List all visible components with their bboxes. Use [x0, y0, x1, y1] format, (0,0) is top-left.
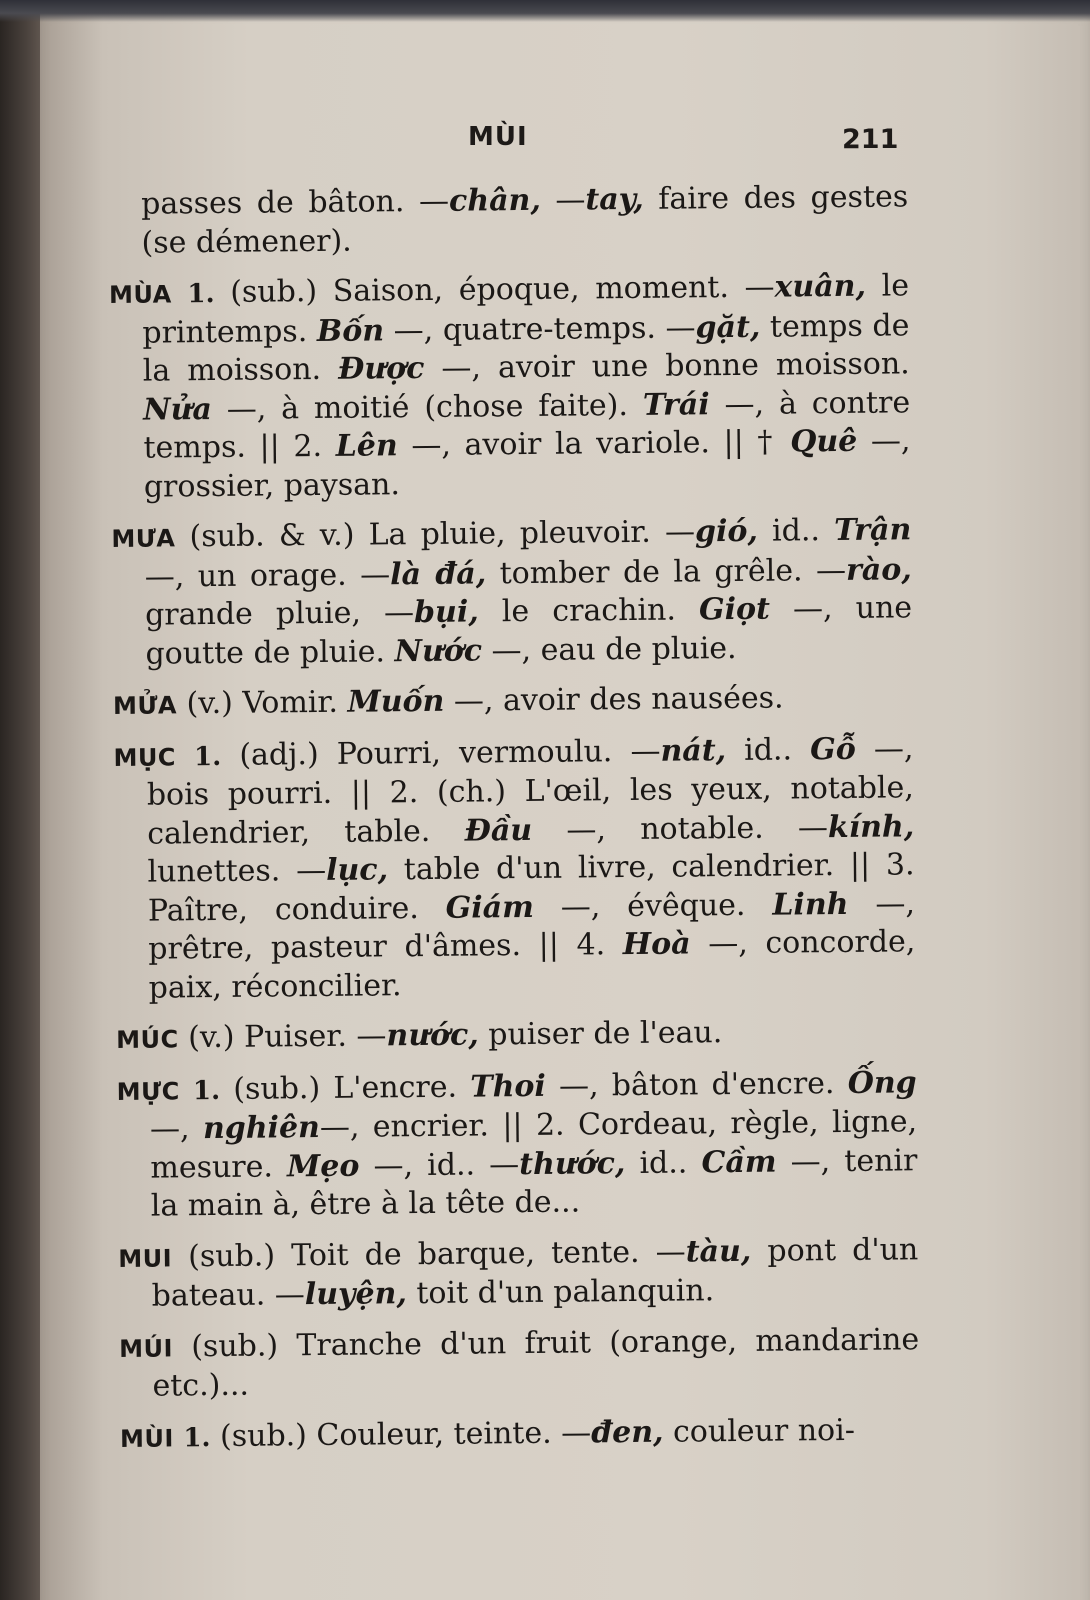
headword: MÙA [108, 280, 172, 309]
entry-text: —, avoir la variole. || † [397, 424, 791, 464]
vietnamese-term: nước, [386, 1017, 479, 1054]
entry-text: —, tenir la main à, être à la tête de... [150, 1142, 918, 1224]
vietnamese-term: Được [337, 350, 425, 387]
headword: MÚI [119, 1333, 174, 1363]
headword: MUI [118, 1243, 173, 1273]
entry-text: —, eau de pluie. [481, 630, 737, 668]
entry-mua [109, 267, 911, 507]
entry-text: —, [149, 1111, 204, 1147]
vietnamese-term: nát, [660, 732, 727, 769]
vietnamese-term: Bốn [316, 312, 385, 349]
entry-text: le printemps. [142, 268, 910, 351]
entry-text: pont d'un bateau. — [151, 1231, 919, 1314]
vietnamese-term: Nước [394, 632, 483, 669]
vietnamese-term: Giám [445, 889, 535, 926]
vietnamese-term: Giọt [698, 591, 771, 628]
entry-text: —, à contre temps. || 2. [143, 384, 911, 466]
entry-text: —, avoir des nausées. [444, 680, 784, 719]
entry-text: —, concorde, paix, réconcilier. [148, 924, 916, 1006]
top-edge-shadow [0, 0, 1090, 22]
entry-text: le crachin. [478, 592, 700, 630]
sense-number: 1. [187, 278, 215, 310]
entry-text: id.. [757, 513, 835, 549]
entry-text: toit d'un palanquin. [406, 1273, 715, 1312]
vietnamese-term: kính, [827, 808, 915, 845]
entry-muc [113, 730, 916, 1008]
entry-text: —, prêtre, pasteur d'âmes. || 4. [148, 885, 916, 967]
vietnamese-term: luyện, [304, 1276, 407, 1313]
entry-text: (sub.) Saison, époque, moment. — [214, 269, 775, 310]
vietnamese-term: tàu, [685, 1233, 752, 1270]
vietnamese-term: chân, [448, 182, 541, 219]
headword: MỰC [116, 1076, 180, 1106]
entry-text: table d'un livre, calendrier. || 3. Paître, conduire. [147, 847, 915, 929]
headword: MÚC [116, 1025, 179, 1054]
entry-text: —, bois pourri. || 2. (ch.) L'œil, les yeux, notable, calendrier, table. [146, 730, 914, 852]
vietnamese-term: Trận [833, 512, 912, 549]
entry-mua-vomit [113, 678, 913, 725]
entry-continuation [108, 178, 909, 263]
entry-text: —, bâton d'encre. [545, 1065, 848, 1104]
headword: MƯA [111, 524, 176, 553]
sense-number: 1. [183, 1422, 211, 1453]
vietnamese-term: Trái [642, 386, 710, 423]
sense-number: 1. [193, 741, 222, 772]
running-head: MÙI [468, 122, 528, 152]
vietnamese-term: rào, [845, 551, 912, 588]
entry-text: — [540, 182, 586, 218]
entry-text: —, id.. — [359, 1146, 520, 1184]
vietnamese-term: Ống [847, 1064, 917, 1101]
entry-text: (sub. & v.) La pluie, pleuvoir. — [175, 514, 696, 555]
sense-number: 1. [192, 1075, 221, 1106]
vietnamese-term: thước, [519, 1145, 626, 1182]
entry-text: —, notable. — [531, 809, 829, 848]
vietnamese-term: bụi, [413, 594, 479, 631]
entry-text: (sub.) Tranche d'un fruit (orange, mandarine etc.)... [152, 1321, 920, 1404]
vietnamese-term: xuân, [774, 268, 867, 305]
entry-text: —, quatre-temps. — [383, 309, 696, 348]
entry-text: (sub.) Toit de barque, tente. — [171, 1234, 686, 1274]
headword: MỤC [113, 742, 177, 772]
entry-text: tomber de la grêle. — [486, 552, 847, 591]
entry-text: couleur noi- [663, 1412, 856, 1450]
vietnamese-term: Muốn [347, 683, 445, 720]
vietnamese-term: đen, [591, 1414, 664, 1450]
entry-text: —, grossier, paysan. [143, 423, 911, 505]
entry-text: (sub.) L'encre. [219, 1069, 471, 1107]
vietnamese-term: Mẹo [286, 1148, 360, 1184]
vietnamese-term: Linh [772, 886, 849, 923]
entry-mui-color [120, 1411, 920, 1458]
page-header [0, 118, 1090, 158]
entry-text: lunettes. — [147, 852, 327, 890]
entry-mua-rain [111, 511, 912, 674]
vietnamese-term: lục, [325, 852, 389, 888]
entry-text: —, un orage. — [144, 556, 391, 595]
vietnamese-term: là đá, [389, 555, 487, 592]
vietnamese-term: Quê [790, 423, 858, 460]
vietnamese-term: Nửa [142, 391, 212, 428]
vietnamese-term: Thoi [470, 1068, 546, 1105]
entry-text: —, à moitié (chose faite). [211, 387, 644, 427]
entry-text: grande pluie, — [144, 595, 415, 633]
entry-text: passes de bâton. — [141, 183, 450, 222]
entry-text: faire des gestes (se démener). [141, 179, 909, 261]
entry-text: (v.) Puiser. — [178, 1018, 387, 1056]
entry-text: id.. [625, 1144, 702, 1181]
vietnamese-term: Hoà [622, 926, 691, 963]
headword: MÙI [119, 1423, 174, 1453]
entry-text: —, une goutte de pluie. [145, 590, 913, 672]
entry-text: —, encrier. || 2. Cordeau, règle, ligne, mesure. [150, 1104, 918, 1186]
entry-text: —, avoir une bonne moisson. [424, 346, 910, 386]
vietnamese-term: gió, [694, 513, 759, 550]
entry-mui-roof [118, 1231, 919, 1317]
vietnamese-term: gặt, [695, 309, 761, 345]
entry-text: (sub.) Couleur, teinte. — [210, 1414, 592, 1454]
entry-text: temps de la moisson. [142, 307, 910, 389]
entry-text: (adj.) Pourri, vermoulu. — [221, 733, 661, 773]
vietnamese-term: Đầu [464, 812, 533, 849]
page-number: 211 [842, 124, 899, 155]
vietnamese-term: nghiên [202, 1110, 321, 1147]
entry-text: —, évêque. [533, 887, 773, 925]
entry-text: (v.) Vomir. [176, 684, 348, 722]
vietnamese-term: Lên [335, 428, 398, 464]
entry-text: puiser de l'eau. [478, 1015, 723, 1053]
vietnamese-term: Gỗ [809, 731, 856, 767]
entry-text: id.. [725, 731, 811, 768]
vietnamese-term: tay, [585, 181, 644, 218]
entry-muc-ink [117, 1064, 918, 1227]
entry-muc-draw [116, 1012, 916, 1059]
entry-mui-slice [119, 1321, 920, 1407]
vietnamese-term: Cầm [701, 1144, 777, 1180]
headword: MỬA [112, 691, 178, 720]
dictionary-entries [108, 178, 920, 1470]
